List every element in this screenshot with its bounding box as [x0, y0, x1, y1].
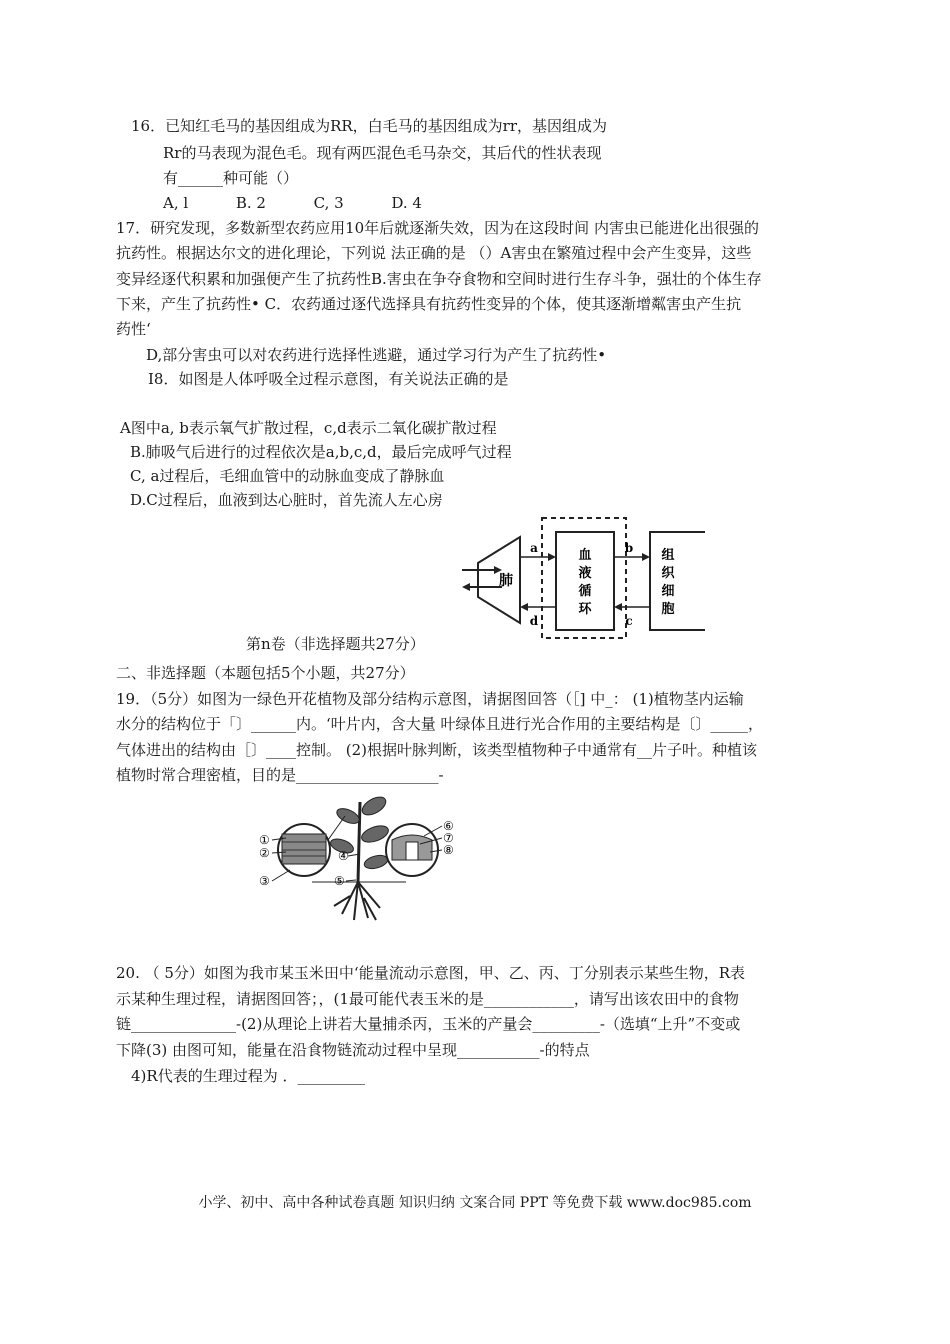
q17-line5: 药性‘ — [116, 320, 151, 338]
q18-option-c: C, a过程后，毛细血管中的动脉血变成了静脉血 — [130, 467, 445, 485]
blood-char-3: 循 — [578, 584, 592, 599]
q16-line1: 16．已知红毛马的基因组成为RR，白毛马的基因组成为rr，基因组成为 — [131, 117, 608, 135]
label-5: ⑤ — [334, 874, 345, 888]
label-4: ④ — [338, 849, 349, 863]
blood-char-2: 液 — [578, 566, 592, 581]
q19-line2: 水分的结构位于「〕______内。‘叶片内，含大量 叶绿体且进行光合作用的主要结构是〔〕_____， — [116, 715, 764, 733]
blood-char-4: 环 — [578, 602, 592, 617]
label-2: ② — [259, 846, 270, 860]
q20-line4: 下降(3) 由图可知，能量在沿食物链流动过程中呈现___________-的特点 — [116, 1041, 590, 1059]
q19-line3: 气体进出的结构由［〕____控制。 (2)根据叶脉判断，该类型植物种子中通常有__片子叶。种植该 — [116, 741, 758, 759]
q18-option-d: D.C过程后，血液到达心脏时，首先流人左心房 — [130, 491, 443, 509]
plant-diagram — [250, 790, 470, 925]
tissue-char-2: 织 — [661, 566, 675, 581]
tissue-cell-box — [650, 532, 705, 630]
tissue-char-3: 细 — [661, 584, 675, 599]
arrow-a-label: a — [530, 541, 538, 555]
q18-option-b: B.肺吸气后进行的过程依次是a,b,c,d，最后完成呼气过程 — [130, 443, 512, 461]
q17-line6: D,部分害虫可以对农药进行选择性逃避，通过学习行为产生了抗药性• — [146, 346, 607, 364]
q19-line1: 19．（5分）如图为一绿色开花植物及部分结构示意图，请据图回答（［] 中_： (1)植物茎内运输 — [116, 690, 744, 708]
label-3: ③ — [259, 874, 270, 888]
q16-options: A, l B. 2 C, 3 D. 4 — [163, 194, 422, 212]
label-1: ① — [259, 833, 270, 847]
q20-line5: 4)R代表的生理过程为 ．_________ — [131, 1067, 365, 1085]
q17-line2: 抗药性。根据达尔文的进化理论，下列说 法正确的是 （）A害虫在繁殖过程中会产生变异，这些 — [116, 244, 752, 262]
label-6: ⑥ — [443, 819, 454, 833]
q18-stem: I8．如图是人体呼吸全过程示意图，有关说法正确的是 — [148, 370, 509, 388]
label-7: ⑦ — [443, 831, 454, 845]
respiration-diagram — [460, 515, 910, 645]
q18-option-a: A图中a, b表示氧气扩散过程，c,d表示二氧化碳扩散过程 — [120, 419, 497, 437]
arrow-c-label: c — [625, 614, 633, 628]
q20-line2: 示某种生理过程，请据图回答；，(1最可能代表玉米的是____________，请写出该农田中的食物 — [116, 990, 739, 1008]
q20-line3: 链______________-(2)从理论上讲若大量捕杀丙，玉米的产量会_________-（选填“上升”不变或 — [116, 1015, 741, 1033]
q16-line2: Rr的马表现为混色毛。现有两匹混色毛马杂交，其后代的性状表现 — [163, 144, 602, 162]
q17-line4: 下来，产生了抗药性• C．农药通过逐代选择具有抗药性变异的个体，使其逐渐增粼害虫产生抗 — [116, 295, 742, 313]
q19-line4: 植物时常合理密植，目的是___________________- — [116, 766, 444, 784]
q17-line1: 17．研究发现，多数新型农药应用10年后就逐渐失效，因为在这段时间 内害虫已能进化出很强的 — [116, 219, 759, 237]
page-footer: 小学、初中、高中各种试卷真题 知识归纳 文案合同 PPT 等免费下载 www.doc985.com — [198, 1195, 752, 1211]
label-8: ⑧ — [443, 843, 454, 857]
arrow-d-label: d — [529, 614, 539, 628]
q17-line3: 变异经逐代积累和加强便产生了抗药性B.害虫在争夺食物和空间时进行生存斗争，强壮的个体生存 — [116, 270, 762, 288]
arrow-b-label: b — [624, 541, 634, 555]
blood-char-1: 血 — [578, 548, 592, 563]
section2-heading: 二、非选择题（本题包括5个小题，共27分） — [116, 664, 415, 682]
q16-line3: 有______种可能（） — [163, 169, 299, 187]
q20-line1: 20. （ 5分）如图为我市某玉米田中‘能量流动示意图，甲、乙、丙、丁分别表示某些生物，R表 — [116, 964, 746, 982]
tissue-char-1: 组 — [661, 548, 675, 563]
lung-label: 肺 — [499, 573, 513, 589]
tissue-char-4: 胞 — [661, 602, 675, 617]
part2-title: 第n卷（非选择题共27分） — [246, 635, 425, 653]
